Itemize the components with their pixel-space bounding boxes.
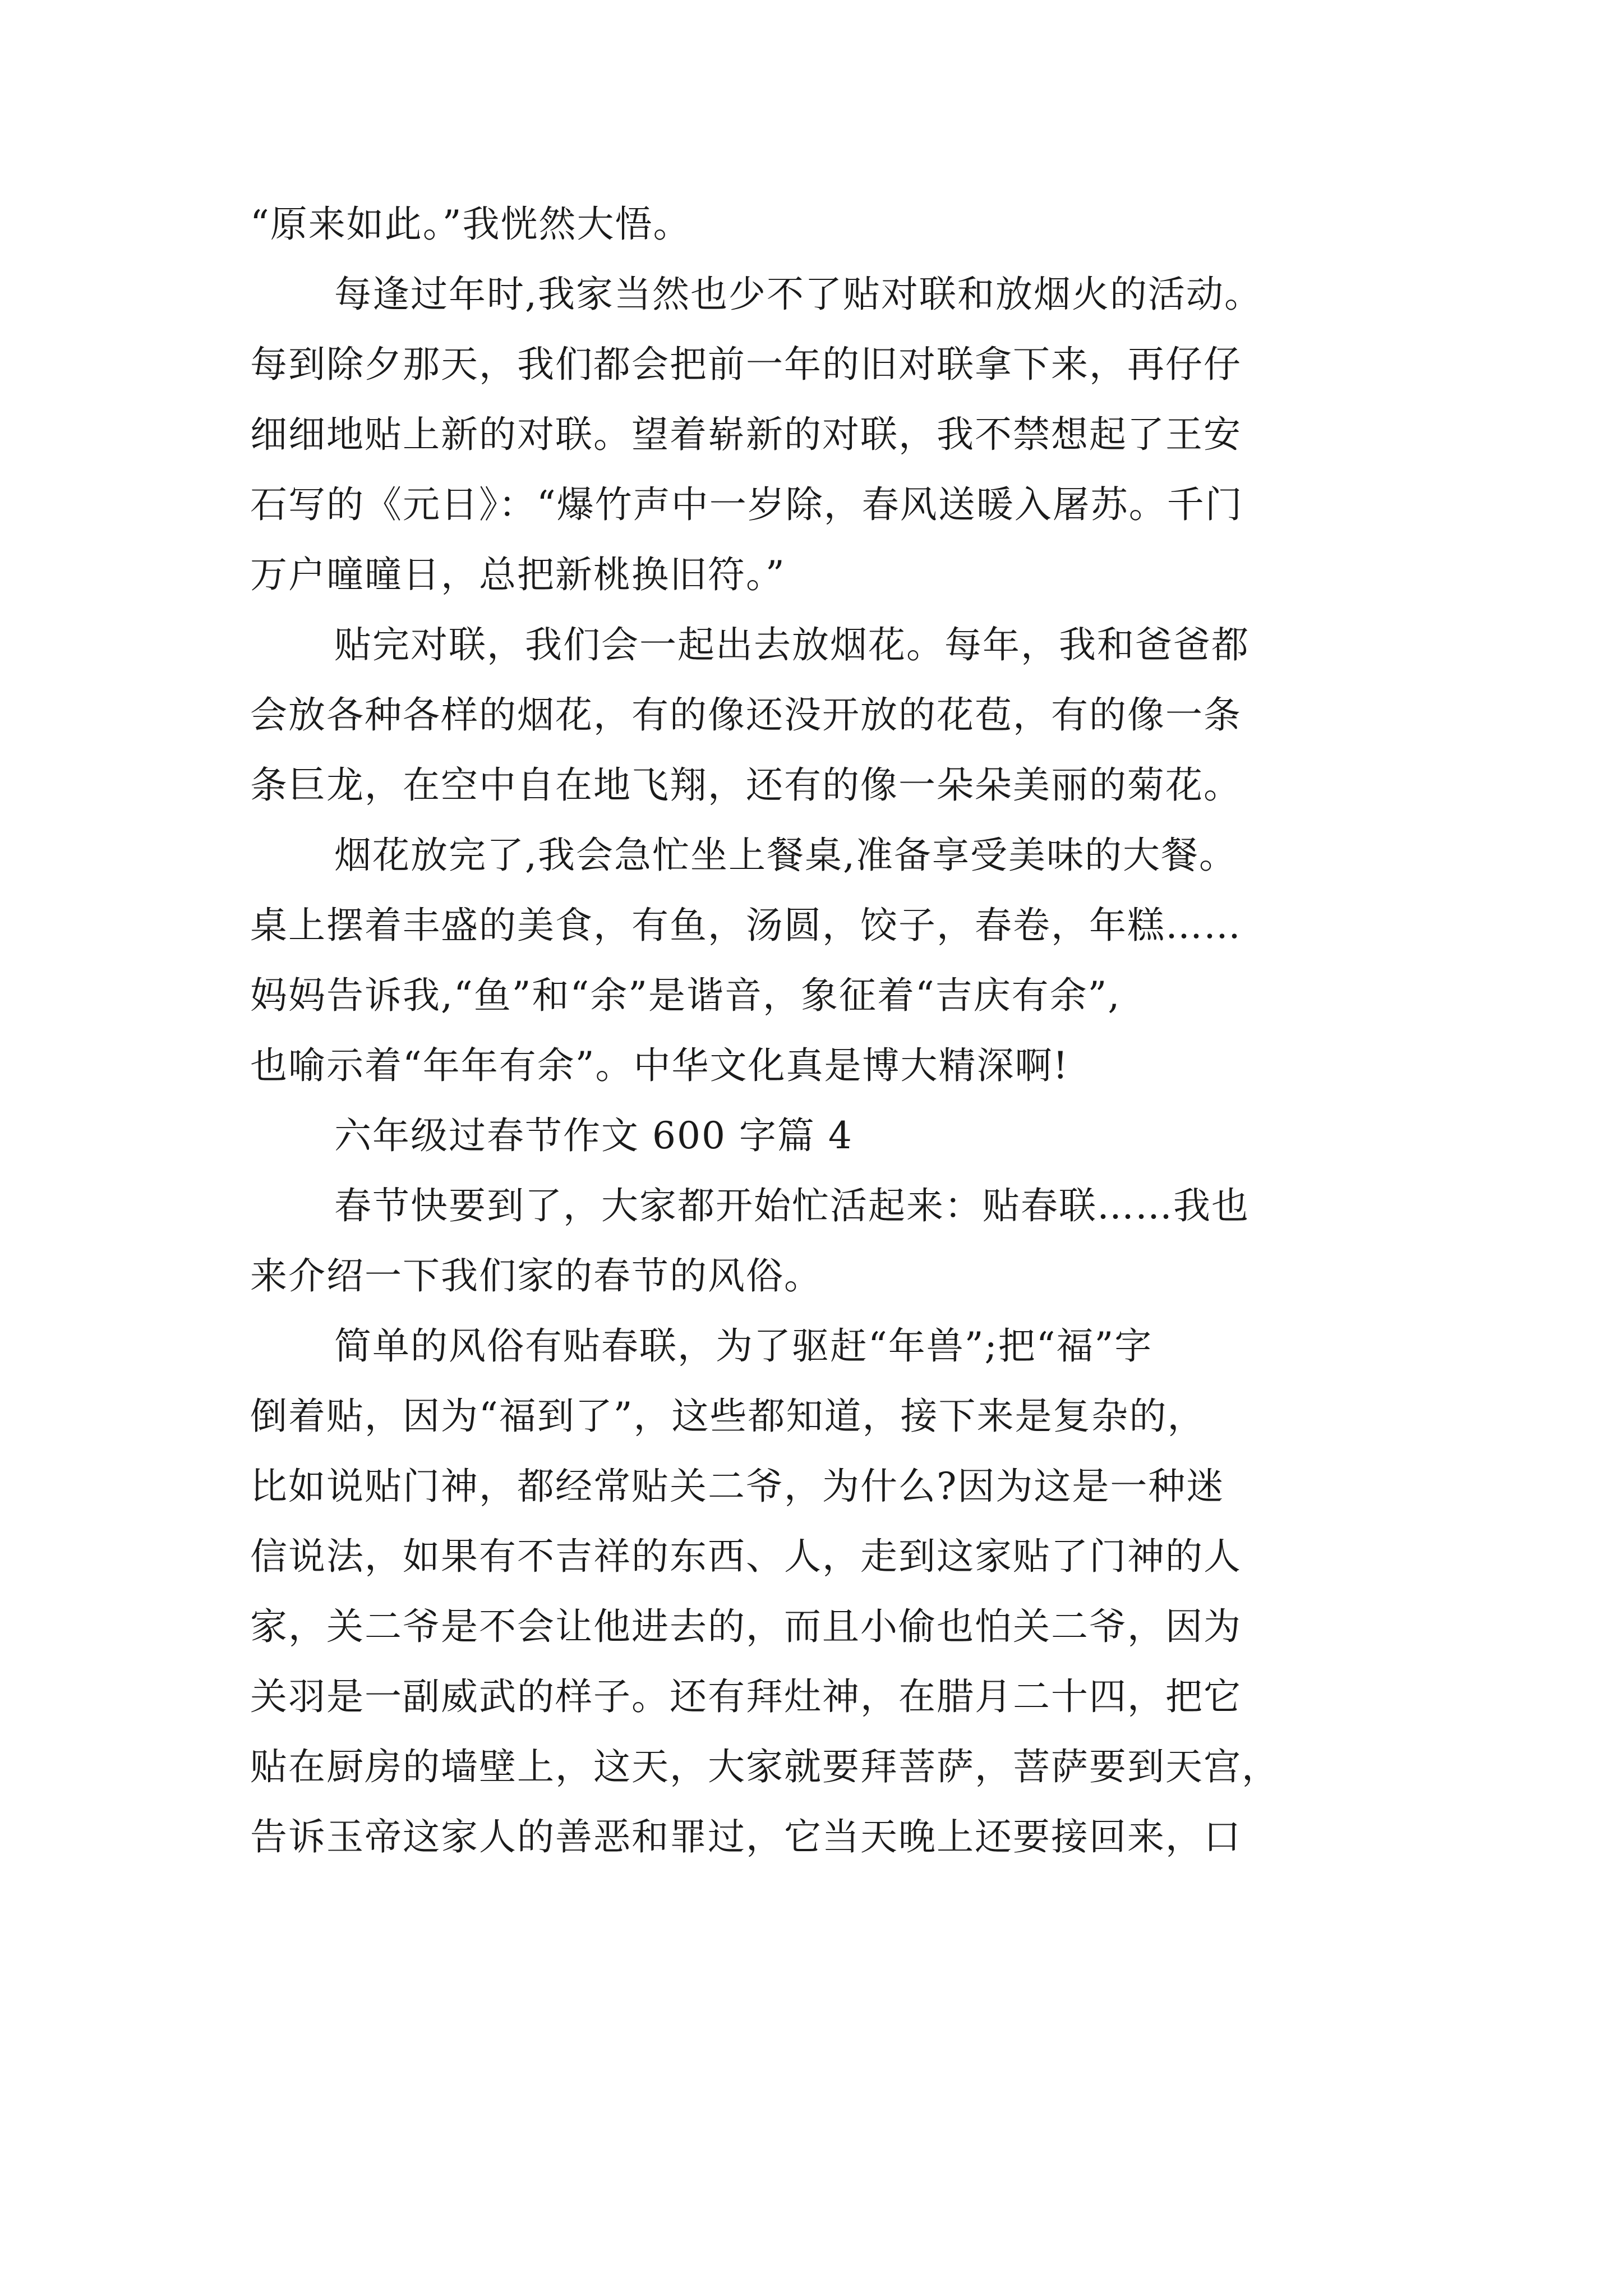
- text-line: 倒着贴，因为“福到了”，这些都知道，接下来是复杂的，: [250, 1395, 1206, 1438]
- paragraph-start-line: 烟花放完了,我会急忙坐上餐桌,准备享受美味的大餐。: [334, 834, 1237, 877]
- text-line: 石写的《元日》：“爆竹声中一岁除，春风送暖入屠苏。千门: [250, 483, 1243, 526]
- text-line: 也喻示着“年年有余”。中华文化真是博大精深啊!: [250, 1044, 1069, 1087]
- paragraph-start-line: 简单的风俗有贴春联，为了驱赶“年兽”;把“福”字: [334, 1324, 1153, 1368]
- text-line: 万户曈曈日，总把新桃换旧符。”: [250, 553, 786, 596]
- text-line: 告诉玉帝这家人的善恶和罪过，它当天晚上还要接回来，口: [250, 1815, 1242, 1858]
- text-line: 来介绍一下我们家的春节的风俗。: [250, 1254, 822, 1297]
- paragraph-start-line: 春节快要到了，大家都开始忙活起来：贴春联……我也: [334, 1184, 1249, 1227]
- section-heading: 六年级过春节作文 600 字篇 4: [334, 1114, 853, 1157]
- text-line: 细细地贴上新的对联。望着崭新的对联，我不禁想起了王安: [250, 413, 1242, 456]
- text-line: 妈妈告诉我,“鱼”和“余”是谐音，象征着“吉庆有余”,: [250, 974, 1121, 1017]
- text-line: 家，关二爷是不会让他进去的，而且小偷也怕关二爷，因为: [250, 1605, 1242, 1648]
- text-line: 每到除夕那天，我们都会把前一年的旧对联拿下来，再仔仔: [250, 343, 1242, 386]
- text-line: 会放各种各样的烟花，有的像还没开放的花苞，有的像一条: [250, 693, 1242, 737]
- text-line: 关羽是一副威武的样子。还有拜灶神，在腊月二十四，把它: [250, 1675, 1242, 1718]
- text-line: 桌上摆着丰盛的美食，有鱼，汤圆，饺子，春卷，年糕……: [250, 904, 1242, 947]
- text-line: “原来如此。”我恍然大悟。: [250, 203, 691, 246]
- paragraph-start-line: 贴完对联，我们会一起出去放烟花。每年，我和爸爸都: [334, 623, 1249, 666]
- text-line: 信说法，如果有不吉祥的东西、人，走到这家贴了门神的人: [250, 1535, 1242, 1578]
- text-line: 贴在厨房的墙壁上，这天，大家就要拜菩萨，菩萨要到天宫，: [250, 1745, 1280, 1788]
- paragraph-start-line: 每逢过年时,我家当然也少不了贴对联和放烟火的活动。: [334, 273, 1262, 316]
- text-line: 条巨龙，在空中自在地飞翔，还有的像一朵朵美丽的菊花。: [250, 763, 1242, 807]
- text-line: 比如说贴门神，都经常贴关二爷，为什么?因为这是一种迷: [250, 1465, 1225, 1508]
